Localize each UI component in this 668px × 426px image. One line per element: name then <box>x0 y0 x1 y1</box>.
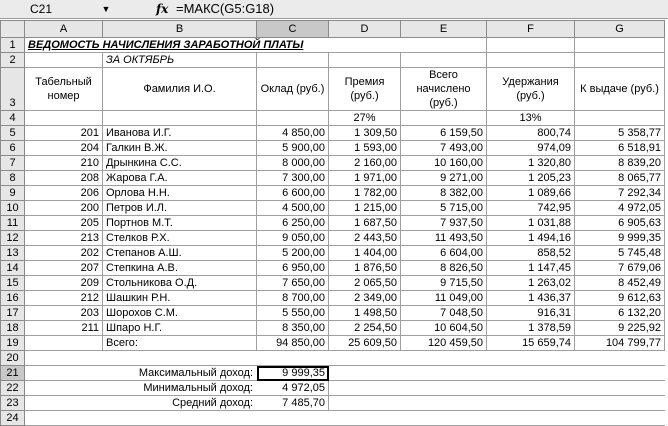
employee-name[interactable]: Стольникова О.Д. <box>103 276 257 291</box>
total-cell[interactable]: 10 604,50 <box>401 321 487 336</box>
bonus-cell[interactable]: 1 215,00 <box>329 201 401 216</box>
employee-id[interactable]: 201 <box>25 126 103 141</box>
row-header[interactable]: 2 <box>1 53 25 68</box>
salary-cell[interactable]: 6 950,00 <box>257 261 329 276</box>
cell[interactable] <box>329 381 665 396</box>
employee-id[interactable]: 204 <box>25 141 103 156</box>
employee-name[interactable]: Шашкин Р.Н. <box>103 291 257 306</box>
sheet-row <box>1 38 665 53</box>
header-bonus[interactable]: Премия (руб.) <box>329 68 401 111</box>
pay-cell[interactable]: 5 358,77 <box>575 126 665 141</box>
pay-cell[interactable]: 9 612,63 <box>575 291 665 306</box>
salary-cell[interactable]: 5 550,00 <box>257 306 329 321</box>
sheet-grid <box>0 20 665 426</box>
stat-label[interactable]: Минимальный доход: <box>103 381 257 396</box>
row-header[interactable]: 22 <box>1 381 25 396</box>
cell[interactable] <box>487 38 575 53</box>
employee-id[interactable]: 203 <box>25 306 103 321</box>
cell[interactable] <box>25 396 103 411</box>
total-cell[interactable]: 9 715,50 <box>401 276 487 291</box>
total-cell[interactable]: 6 159,50 <box>401 126 487 141</box>
column-header-c[interactable]: C <box>257 21 329 38</box>
cell[interactable] <box>257 111 329 126</box>
table-row <box>1 231 665 246</box>
row-header[interactable]: 17 <box>1 306 25 321</box>
row-header[interactable]: 23 <box>1 396 25 411</box>
cell[interactable] <box>25 53 103 68</box>
salary-cell[interactable]: 9 050,00 <box>257 231 329 246</box>
bonus-rate-cell[interactable]: 27% <box>329 111 401 126</box>
sheet-row <box>1 411 665 426</box>
row-header[interactable]: 19 <box>1 336 25 351</box>
stat-value[interactable]: 7 485,70 <box>257 396 329 411</box>
cell[interactable] <box>25 411 665 426</box>
totals-salary[interactable]: 94 850,00 <box>257 336 329 351</box>
bonus-cell[interactable]: 1 971,00 <box>329 171 401 186</box>
formula-input[interactable]: =МАКС(G5:G18) <box>176 1 275 16</box>
row-header[interactable]: 12 <box>1 231 25 246</box>
row-header[interactable]: 6 <box>1 141 25 156</box>
salary-cell[interactable]: 4 850,00 <box>257 126 329 141</box>
row-header[interactable]: 4 <box>1 111 25 126</box>
header-salary[interactable]: Оклад (руб.) <box>257 68 329 111</box>
column-header-g[interactable]: G <box>575 21 665 38</box>
row-header[interactable]: 18 <box>1 321 25 336</box>
cell[interactable] <box>329 366 665 381</box>
table-row <box>1 291 665 306</box>
bonus-cell[interactable]: 2 349,00 <box>329 291 401 306</box>
deduction-cell[interactable]: 742,95 <box>487 201 575 216</box>
table-row <box>1 186 665 201</box>
employee-name[interactable]: Шпаро Н.Г. <box>103 321 257 336</box>
row-header[interactable]: 14 <box>1 261 25 276</box>
formula-bar <box>0 0 668 19</box>
cell[interactable] <box>401 53 487 68</box>
employee-id[interactable]: 206 <box>25 186 103 201</box>
row-header[interactable]: 20 <box>1 351 25 366</box>
row-header[interactable]: 21 <box>1 366 25 381</box>
header-deduction[interactable]: Удержания (руб.) <box>487 68 575 111</box>
table-row <box>1 201 665 216</box>
header-id[interactable]: Табельный номер <box>25 68 103 111</box>
pay-cell[interactable]: 8 065,77 <box>575 171 665 186</box>
table-row <box>1 171 665 186</box>
bonus-cell[interactable]: 2 443,50 <box>329 231 401 246</box>
active-cell[interactable]: 9 999,35 <box>257 366 329 381</box>
totals-bonus[interactable]: 25 609,50 <box>329 336 401 351</box>
cell[interactable] <box>487 53 575 68</box>
cell[interactable] <box>401 111 487 126</box>
bonus-cell[interactable]: 1 593,00 <box>329 141 401 156</box>
salary-cell[interactable]: 6 250,00 <box>257 216 329 231</box>
cell[interactable] <box>575 111 665 126</box>
employee-id[interactable]: 211 <box>25 321 103 336</box>
column-header-d[interactable]: D <box>329 21 401 38</box>
bonus-cell[interactable]: 1 687,50 <box>329 216 401 231</box>
row-header[interactable]: 16 <box>1 291 25 306</box>
employee-id[interactable]: 202 <box>25 246 103 261</box>
pay-cell[interactable]: 9 225,92 <box>575 321 665 336</box>
column-header-row <box>1 21 665 38</box>
totals-pay[interactable]: 104 799,77 <box>575 336 665 351</box>
deduction-cell[interactable]: 800,74 <box>487 126 575 141</box>
stat-value[interactable]: 4 972,05 <box>257 381 329 396</box>
total-cell[interactable]: 10 160,00 <box>401 156 487 171</box>
table-row <box>1 321 665 336</box>
total-cell[interactable]: 11 049,00 <box>401 291 487 306</box>
total-cell[interactable]: 7 048,50 <box>401 306 487 321</box>
table-row <box>1 126 665 141</box>
salary-cell[interactable]: 7 300,00 <box>257 171 329 186</box>
table-row <box>1 306 665 321</box>
table-row <box>1 156 665 171</box>
pay-cell[interactable]: 6 518,91 <box>575 141 665 156</box>
column-header-f[interactable]: F <box>487 21 575 38</box>
totals-total[interactable]: 120 459,50 <box>401 336 487 351</box>
employee-id[interactable]: 213 <box>25 231 103 246</box>
table-row <box>1 216 665 231</box>
employee-id[interactable]: 205 <box>25 216 103 231</box>
salary-cell[interactable]: 8 000,00 <box>257 156 329 171</box>
table-row <box>1 261 665 276</box>
stat-label[interactable]: Максимальный доход: <box>103 366 257 381</box>
row-header[interactable]: 9 <box>1 186 25 201</box>
employee-id[interactable]: 208 <box>25 171 103 186</box>
employee-name[interactable]: Портнов М.Т. <box>103 216 257 231</box>
totals-deduction[interactable]: 15 659,74 <box>487 336 575 351</box>
bonus-cell[interactable]: 1 404,00 <box>329 246 401 261</box>
column-header-b[interactable]: B <box>103 21 257 38</box>
header-row <box>1 68 665 111</box>
stat-row <box>1 366 665 381</box>
salary-cell[interactable]: 6 600,00 <box>257 186 329 201</box>
salary-cell[interactable]: 5 900,00 <box>257 141 329 156</box>
cell[interactable] <box>329 396 665 411</box>
bonus-cell[interactable]: 1 309,50 <box>329 126 401 141</box>
pay-cell[interactable]: 5 745,48 <box>575 246 665 261</box>
employee-id[interactable]: 207 <box>25 261 103 276</box>
total-cell[interactable]: 6 604,00 <box>401 246 487 261</box>
stat-label[interactable]: Средний доход: <box>103 396 257 411</box>
name-box[interactable]: C21 <box>30 2 53 16</box>
pay-cell[interactable]: 8 839,20 <box>575 156 665 171</box>
deduction-cell[interactable]: 1 147,45 <box>487 261 575 276</box>
deduction-cell[interactable]: 1 263,02 <box>487 276 575 291</box>
deduction-cell[interactable]: 1 378,59 <box>487 321 575 336</box>
salary-cell[interactable]: 8 700,00 <box>257 291 329 306</box>
employee-id[interactable]: 200 <box>25 201 103 216</box>
employee-name[interactable]: Степкина А.В. <box>103 261 257 276</box>
bonus-cell[interactable]: 2 065,50 <box>329 276 401 291</box>
pay-cell[interactable]: 6 905,63 <box>575 216 665 231</box>
row-header[interactable]: 8 <box>1 171 25 186</box>
column-header-a[interactable]: A <box>25 21 103 38</box>
header-name[interactable]: Фамилия И.О. <box>103 68 257 111</box>
sheet-title[interactable]: ВЕДОМОСТЬ НАЧИСЛЕНИЯ ЗАРАБОТНОЙ ПЛАТЫ <box>25 38 401 53</box>
table-row <box>1 246 665 261</box>
cell[interactable] <box>25 111 103 126</box>
bonus-cell[interactable]: 1 498,50 <box>329 306 401 321</box>
cell[interactable] <box>103 111 257 126</box>
cell[interactable] <box>25 381 103 396</box>
row-header[interactable]: 1 <box>1 38 25 53</box>
sheet-row <box>1 351 665 366</box>
salary-cell[interactable]: 7 650,00 <box>257 276 329 291</box>
total-cell[interactable]: 11 493,50 <box>401 231 487 246</box>
cell[interactable] <box>575 53 665 68</box>
total-cell[interactable]: 7 937,50 <box>401 216 487 231</box>
pay-cell[interactable]: 6 132,20 <box>575 306 665 321</box>
employee-name[interactable]: Петров И.Л. <box>103 201 257 216</box>
bonus-cell[interactable]: 1 782,00 <box>329 186 401 201</box>
bonus-cell[interactable]: 2 254,50 <box>329 321 401 336</box>
deduction-cell[interactable]: 1 436,37 <box>487 291 575 306</box>
employee-name[interactable]: Степанов А.Ш. <box>103 246 257 261</box>
salary-cell[interactable]: 5 200,00 <box>257 246 329 261</box>
employee-id[interactable]: 209 <box>25 276 103 291</box>
header-pay[interactable]: К выдаче (руб.) <box>575 68 665 111</box>
sheet-subtitle[interactable]: ЗА ОКТЯБРЬ <box>103 53 257 68</box>
deduction-cell[interactable]: 974,09 <box>487 141 575 156</box>
row-header[interactable]: 11 <box>1 216 25 231</box>
cell[interactable] <box>575 38 665 53</box>
employee-name[interactable]: Стелков Р.Х. <box>103 231 257 246</box>
total-cell[interactable]: 8 826,50 <box>401 261 487 276</box>
stat-row <box>1 396 665 411</box>
salary-cell[interactable]: 8 350,00 <box>257 321 329 336</box>
pay-cell[interactable]: 4 972,05 <box>575 201 665 216</box>
name-box-dropdown-icon[interactable]: ▼ <box>101 4 111 14</box>
employee-name[interactable]: Шорохов С.М. <box>103 306 257 321</box>
cell[interactable] <box>25 336 103 351</box>
stat-row <box>1 381 665 396</box>
row-header[interactable]: 13 <box>1 246 25 261</box>
employee-rows <box>1 126 665 336</box>
header-total[interactable]: Всего начислено (руб.) <box>401 68 487 111</box>
bonus-cell[interactable]: 2 160,00 <box>329 156 401 171</box>
bonus-cell[interactable]: 1 876,50 <box>329 261 401 276</box>
sheet-row <box>1 53 665 68</box>
employee-id[interactable]: 212 <box>25 291 103 306</box>
employee-name[interactable]: Дрынкина С.С. <box>103 156 257 171</box>
row-header[interactable]: 15 <box>1 276 25 291</box>
employee-id[interactable]: 210 <box>25 156 103 171</box>
cell[interactable] <box>401 38 487 53</box>
totals-label[interactable]: Всего: <box>103 336 257 351</box>
total-cell[interactable]: 9 271,00 <box>401 171 487 186</box>
column-header-e[interactable]: E <box>401 21 487 38</box>
row-header[interactable]: 5 <box>1 126 25 141</box>
select-all-corner[interactable] <box>1 21 25 38</box>
cell[interactable] <box>25 351 665 366</box>
row-header[interactable]: 10 <box>1 201 25 216</box>
deduction-cell[interactable]: 858,52 <box>487 246 575 261</box>
deduction-cell[interactable]: 1 205,23 <box>487 171 575 186</box>
stats-rows <box>1 366 665 411</box>
employee-name[interactable]: Орлова Н.Н. <box>103 186 257 201</box>
total-cell[interactable]: 8 382,00 <box>401 186 487 201</box>
table-row <box>1 141 665 156</box>
cell[interactable] <box>25 366 103 381</box>
deduction-rate-cell[interactable]: 13% <box>487 111 575 126</box>
row-header[interactable]: 3 <box>1 68 25 111</box>
sheet-row <box>1 111 665 126</box>
pay-cell[interactable]: 8 452,49 <box>575 276 665 291</box>
employee-name[interactable]: Иванова И.Г. <box>103 126 257 141</box>
deduction-cell[interactable]: 1 320,80 <box>487 156 575 171</box>
pay-cell[interactable]: 7 292,34 <box>575 186 665 201</box>
total-cell[interactable]: 7 493,00 <box>401 141 487 156</box>
deduction-cell[interactable]: 1 494,16 <box>487 231 575 246</box>
pay-cell[interactable]: 7 679,06 <box>575 261 665 276</box>
total-cell[interactable]: 5 715,00 <box>401 201 487 216</box>
employee-name[interactable]: Жарова Г.А. <box>103 171 257 186</box>
cell[interactable] <box>257 53 329 68</box>
cell[interactable] <box>329 53 401 68</box>
deduction-cell[interactable]: 1 031,88 <box>487 216 575 231</box>
pay-cell[interactable]: 9 999,35 <box>575 231 665 246</box>
table-row <box>1 276 665 291</box>
function-icon[interactable]: fx <box>156 2 169 16</box>
row-header[interactable]: 24 <box>1 411 25 426</box>
deduction-cell[interactable]: 1 089,66 <box>487 186 575 201</box>
deduction-cell[interactable]: 916,31 <box>487 306 575 321</box>
employee-name[interactable]: Галкин В.Ж. <box>103 141 257 156</box>
totals-row <box>1 336 665 351</box>
row-header[interactable]: 7 <box>1 156 25 171</box>
salary-cell[interactable]: 4 500,00 <box>257 201 329 216</box>
